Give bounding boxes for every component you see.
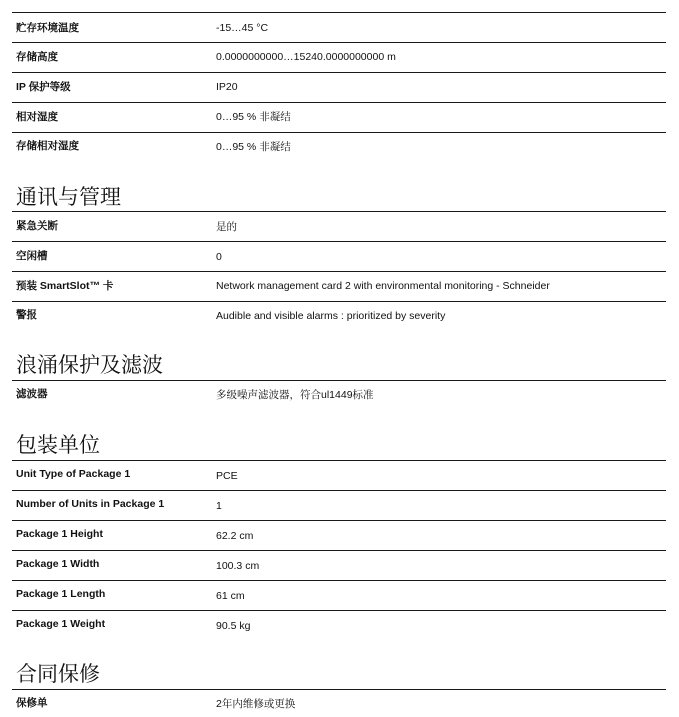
row-value: Audible and visible alarms : prioritized by severity <box>216 310 446 322</box>
table-row <box>12 42 666 73</box>
row-value: 62.2 cm <box>216 530 254 542</box>
table-row <box>12 380 666 411</box>
row-value: 2年内维修或更换 <box>216 698 296 710</box>
row-value: 100.3 cm <box>216 560 260 572</box>
table-row <box>12 460 666 491</box>
row-label: Package 1 Weight <box>16 618 106 630</box>
row-value: 0…95 % 非凝结 <box>216 141 291 153</box>
row-value: PCE <box>216 470 238 482</box>
table-row <box>12 689 666 717</box>
row-value: 0…95 % 非凝结 <box>216 111 291 123</box>
table-row <box>12 520 666 551</box>
table-row <box>12 490 666 521</box>
row-label: Package 1 Height <box>16 528 103 540</box>
table-row <box>12 211 666 242</box>
row-label: IP 保护等级 <box>16 81 71 93</box>
table-row <box>12 132 666 163</box>
section-title-comms: 通讯与管理 <box>16 185 121 209</box>
table-row <box>12 102 666 133</box>
row-label: 预装 SmartSlot™ 卡 <box>16 280 114 292</box>
row-value: 是的 <box>216 221 237 233</box>
row-value: 90.5 kg <box>216 620 251 632</box>
row-label: 存储高度 <box>16 51 58 63</box>
row-label: Unit Type of Package 1 <box>16 468 131 480</box>
table-row <box>12 72 666 103</box>
row-value: IP20 <box>216 81 238 93</box>
row-value: 1 <box>216 500 222 512</box>
table-row <box>12 271 666 302</box>
table-row <box>12 550 666 581</box>
section-title-warranty: 合同保修 <box>16 662 100 686</box>
table-row <box>12 12 666 43</box>
section-title-surge: 浪涌保护及滤波 <box>16 353 163 377</box>
section-title-packaging: 包装单位 <box>16 433 100 457</box>
row-value: Network management card 2 with environmental monitoring - Schneider <box>216 280 550 292</box>
row-label: Number of Units in Package 1 <box>16 498 165 510</box>
row-value: 61 cm <box>216 590 245 602</box>
row-value: 0 <box>216 251 222 263</box>
row-label: 紧急关断 <box>16 220 58 232</box>
row-label: 保修单 <box>16 697 48 709</box>
row-label: 空闲槽 <box>16 250 48 262</box>
table-row <box>12 301 666 332</box>
table-row <box>12 610 666 641</box>
row-value: 0.0000000000…15240.0000000000 m <box>216 51 396 63</box>
row-label: 贮存环境温度 <box>16 22 79 34</box>
table-row <box>12 580 666 611</box>
row-label: Package 1 Width <box>16 558 100 570</box>
row-label: 存储相对湿度 <box>16 140 79 152</box>
row-label: Package 1 Length <box>16 588 106 600</box>
table-row <box>12 241 666 272</box>
row-label: 相对湿度 <box>16 111 58 123</box>
row-value: -15…45 °C <box>216 22 269 34</box>
row-value: 多级噪声滤波器，符合ul1449标准 <box>216 389 374 401</box>
row-label: 滤波器 <box>16 388 48 400</box>
row-label: 警报 <box>16 309 37 321</box>
